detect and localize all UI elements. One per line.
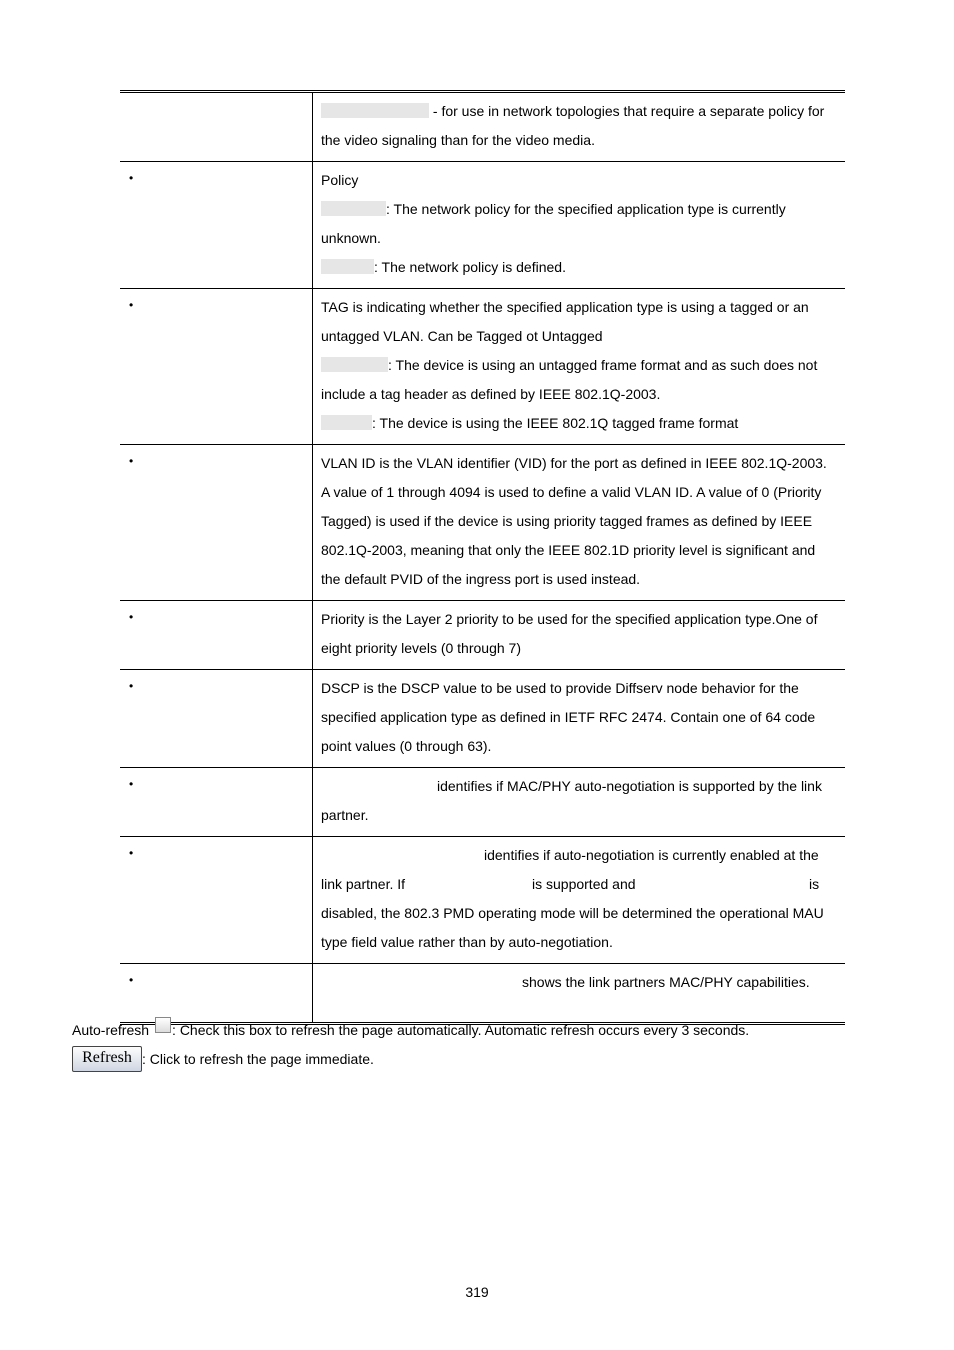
term-placeholder: [321, 201, 386, 216]
table-row: [120, 670, 845, 768]
table-row: [120, 92, 845, 162]
description-cell: [313, 964, 846, 1024]
refresh-description: : Click to refresh the page immediate.: [142, 1051, 374, 1067]
term-cell: [120, 837, 313, 964]
auto-refresh-checkbox[interactable]: [155, 1017, 171, 1033]
term-cell: [120, 162, 313, 289]
term-placeholder: [321, 357, 388, 372]
description-text: identifies if auto-negotiation is currently enabled at the: [484, 847, 819, 863]
description-cell: DSCP is the DSCP value to be used to provide Diffserv node behavior for the specified application type as defined in IETF RFC 2474. Contain one of 64 code point values (0 through 63).: [313, 670, 846, 768]
bullet-icon: •: [129, 610, 134, 624]
description-cell: [313, 162, 846, 289]
description-table: [120, 90, 845, 1025]
table-row: [120, 445, 845, 601]
description-text: is: [809, 876, 820, 892]
bullet-icon: •: [129, 777, 134, 791]
term-cell: [120, 670, 313, 768]
description-text: - for use in network topologies that require a separate policy for the video signaling than for the video media.: [321, 103, 825, 148]
description-cell: [313, 289, 846, 445]
description-cell: Priority is the Layer 2 priority to be used for the specified application type.One of eight priority levels (0 through 7): [313, 601, 846, 670]
description-text: link partner. If: [321, 876, 406, 892]
term-cell: [120, 964, 313, 1024]
bullet-icon: •: [129, 454, 134, 468]
term-cell: [120, 445, 313, 601]
table-row: [120, 964, 845, 1024]
term-placeholder: [321, 415, 372, 430]
auto-refresh-label: Auto-refresh: [72, 1022, 150, 1038]
table-row: [120, 289, 845, 445]
auto-refresh-description: : Check this box to refresh the page automatically. Automatic refresh occurs every 3 seconds.: [172, 1022, 750, 1038]
description-intro: TAG is indicating whether the specified application type is using a tagged or an untagged VLAN. Can be Tagged ot Untagged: [321, 299, 809, 344]
term-cell: [120, 92, 313, 162]
table-row: [120, 768, 845, 837]
table-row: [120, 837, 845, 964]
description-cell: VLAN ID is the VLAN identifier (VID) for the port as defined in IEEE 802.1Q-2003. A value of 1 through 4094 is used to define a valid VLAN ID. A value of 0 (Priority Tagged) is used if the device is using priority tagged frames as defined by IEEE 802.1Q-2003, meaning that only the IEEE 802.1D priority level is significant and the default PVID of the ingress port is used instead.: [313, 445, 846, 601]
description-cell: [313, 768, 846, 837]
description-text: identifies if MAC/PHY auto-negotiation is supported by the link partner.: [321, 778, 822, 823]
description-text: is supported and: [532, 876, 636, 892]
term-cell: [120, 289, 313, 445]
bullet-icon: •: [129, 171, 134, 185]
bullet-icon: •: [129, 846, 134, 860]
bullet-icon: •: [129, 298, 134, 312]
description-cell: [313, 837, 846, 964]
description-cell: [313, 92, 846, 162]
refresh-line: [72, 1046, 374, 1072]
page-number: 319: [465, 1284, 489, 1300]
description-item: : The network policy is defined.: [321, 253, 837, 282]
term-cell: [120, 768, 313, 837]
term-placeholder: [321, 259, 374, 274]
description-item: : The device is using the IEEE 802.1Q tagged frame format: [321, 409, 837, 438]
term-placeholder: [321, 103, 429, 118]
description-text: disabled, the 802.3 PMD operating mode will be determined the operational MAU type field value rather than by auto-negotiation.: [321, 905, 824, 950]
table-row: [120, 601, 845, 670]
bullet-icon: •: [129, 973, 134, 987]
description-intro: Policy: [321, 172, 359, 188]
refresh-button[interactable]: Refresh: [72, 1046, 142, 1072]
description-text: shows the link partners MAC/PHY capabilities.: [522, 974, 810, 990]
description-item: : The device is using an untagged frame format and as such does not include a tag header as defined by IEEE 802.1Q-2003.: [321, 357, 818, 402]
table-row: [120, 162, 845, 289]
term-cell: [120, 601, 313, 670]
auto-refresh-line: [72, 1017, 749, 1038]
description-item: : The network policy for the specified application type is currently unknown.: [321, 201, 786, 246]
bullet-icon: •: [129, 679, 134, 693]
